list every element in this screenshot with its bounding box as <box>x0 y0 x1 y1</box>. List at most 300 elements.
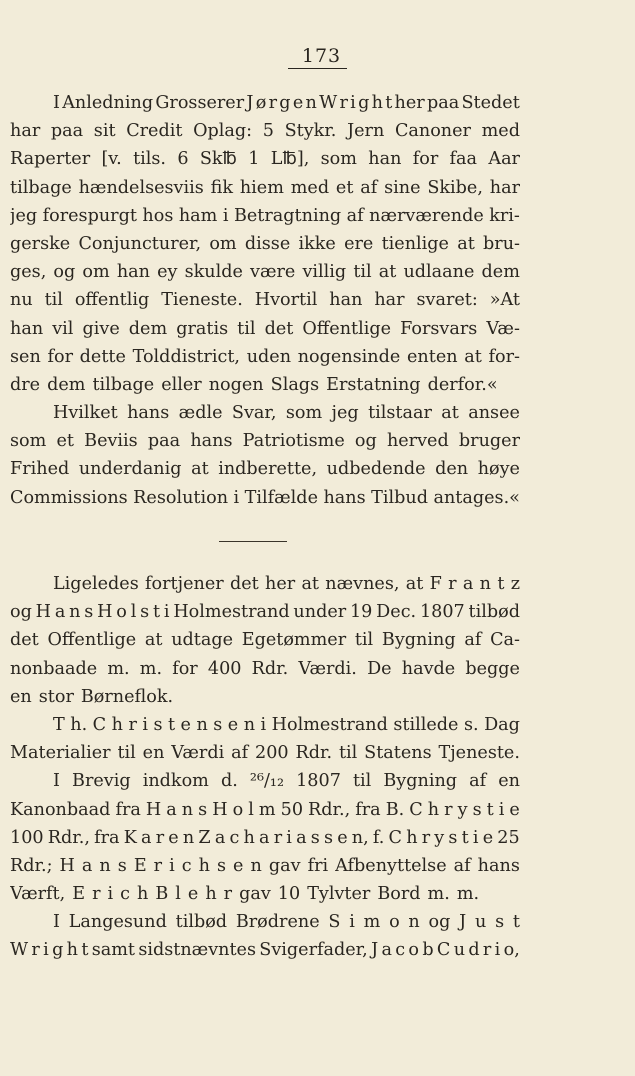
word: C <box>409 799 423 820</box>
word: at <box>191 459 209 480</box>
word: Stykr. <box>284 121 337 142</box>
word: Væ- <box>486 318 520 339</box>
word: tienlige <box>381 233 449 254</box>
word: derfor.« <box>427 374 498 395</box>
word: det <box>10 630 39 651</box>
page-number-text: 173 <box>288 44 347 69</box>
word: udtage <box>171 630 234 651</box>
word: en <box>142 743 165 764</box>
word: svaret: <box>416 290 478 311</box>
word: Z <box>198 827 211 848</box>
word: r <box>155 827 165 848</box>
word: J <box>371 940 379 961</box>
text-line <box>10 202 520 230</box>
word: herved <box>386 431 449 452</box>
word: E <box>72 884 86 905</box>
word: 5 <box>262 121 274 142</box>
word: i <box>349 912 355 933</box>
word: og <box>428 912 451 933</box>
word: o <box>389 912 400 933</box>
word: s <box>448 827 458 848</box>
word: s. <box>463 714 479 735</box>
word: f. <box>372 827 385 848</box>
word: udbedende <box>326 459 426 480</box>
word: a <box>81 855 93 876</box>
word: som <box>10 431 47 452</box>
word: ²⁶/₁₂ <box>249 771 285 792</box>
word: villig <box>302 262 347 283</box>
word: h <box>427 799 440 820</box>
word: hans <box>477 855 520 876</box>
word: t <box>81 940 89 961</box>
word: 200 <box>255 743 289 764</box>
word: »At <box>489 290 520 311</box>
word: fri <box>307 855 329 876</box>
word: s <box>198 799 208 820</box>
word: i <box>43 940 49 961</box>
text-line <box>10 739 520 767</box>
word: C <box>436 940 451 961</box>
word: n <box>181 799 194 820</box>
word: a <box>462 574 474 594</box>
word: Egetømmer <box>241 630 347 651</box>
word: tilbage <box>92 374 155 395</box>
word: Jern <box>347 121 385 142</box>
word: udlaane <box>403 262 475 283</box>
word: gav <box>268 855 301 876</box>
word: I <box>53 93 60 113</box>
word: t <box>385 93 393 113</box>
word: a <box>381 940 392 961</box>
word: h <box>136 884 149 905</box>
word: K <box>123 827 137 848</box>
word: T <box>53 714 65 735</box>
word: e <box>292 93 304 113</box>
word: J <box>246 93 254 113</box>
word: Bygning <box>383 771 458 792</box>
word: fra <box>115 799 141 820</box>
word: ansee <box>468 403 520 424</box>
word: ædle <box>178 403 223 424</box>
word: Tolddistrict, <box>132 346 240 367</box>
word: e <box>509 799 520 820</box>
word: r <box>31 940 40 961</box>
word: med <box>290 177 330 198</box>
text-line <box>10 936 520 964</box>
text-line <box>10 711 520 739</box>
word: Conjuncturer, <box>78 233 202 254</box>
word: at <box>301 574 319 594</box>
word: a <box>214 827 226 848</box>
text-line <box>10 824 520 852</box>
word: C <box>92 714 107 735</box>
word: g <box>52 940 64 961</box>
word: r <box>448 574 457 594</box>
word: m <box>363 912 381 933</box>
word: i <box>142 714 148 735</box>
word: W <box>319 93 338 113</box>
word: at <box>457 233 475 254</box>
word: Commissions <box>10 487 128 508</box>
word: L℔], <box>270 149 310 170</box>
word: han <box>10 318 44 339</box>
word: Forsvars <box>400 318 478 339</box>
word: Bord <box>377 884 421 905</box>
word: Sk℔ <box>199 149 237 170</box>
word: offentlig <box>74 290 150 311</box>
word: jeg <box>331 403 359 424</box>
word: fra <box>94 827 120 848</box>
word: 50 <box>280 799 304 820</box>
word: han <box>329 290 363 311</box>
text-line <box>10 117 520 145</box>
word: r <box>92 884 101 905</box>
word: Værdi <box>171 743 225 764</box>
word: bruger <box>458 431 520 452</box>
word: n <box>408 912 420 933</box>
word: indberette, <box>218 459 318 480</box>
word: 100 <box>10 827 44 848</box>
text-line <box>10 89 520 117</box>
word: i <box>472 827 479 848</box>
word: til <box>117 743 136 764</box>
text-line <box>10 598 520 626</box>
word: s <box>84 602 94 623</box>
word: Dec. <box>376 602 417 623</box>
word: W <box>10 940 29 961</box>
word: Grosserer <box>155 93 245 113</box>
word: tils. <box>133 149 167 170</box>
word: af <box>346 205 364 226</box>
word: og <box>354 431 377 452</box>
word: Værdi. <box>298 658 357 679</box>
word: nogensinde <box>297 346 401 367</box>
word: a <box>141 827 152 848</box>
word: Rdr. <box>295 743 333 764</box>
word: uden <box>246 346 292 367</box>
word: s <box>217 855 227 876</box>
word: gerske <box>10 233 71 254</box>
word: d <box>468 940 480 961</box>
word: et <box>335 177 354 198</box>
word: faa <box>449 149 478 170</box>
word: kri- <box>489 205 520 226</box>
word: e <box>168 827 179 848</box>
word: sit <box>93 121 116 142</box>
word: i <box>222 205 229 226</box>
word: e <box>233 855 244 876</box>
word: m. <box>456 884 480 905</box>
word: dem <box>128 318 168 339</box>
text-line <box>10 399 520 427</box>
word: hiem <box>239 177 284 198</box>
word: være <box>250 262 296 283</box>
word: n, <box>351 827 369 848</box>
word: han <box>368 149 402 170</box>
word: en <box>498 771 520 792</box>
word: l <box>175 884 181 905</box>
word: Svar, <box>231 403 277 424</box>
word: e <box>337 827 348 848</box>
word: fortjener <box>145 574 224 594</box>
word: i <box>169 855 175 876</box>
word: vil <box>52 318 74 339</box>
word: F <box>429 574 442 594</box>
word: gav <box>239 884 271 905</box>
word: s <box>213 714 223 735</box>
word: 25 <box>497 827 520 848</box>
section-divider <box>219 541 287 542</box>
word: under <box>293 602 347 623</box>
word: [v. <box>101 149 122 170</box>
word: disse <box>244 233 291 254</box>
word: De <box>367 658 392 679</box>
word: Holmestrand <box>173 602 290 623</box>
text-line <box>10 230 520 258</box>
word: det <box>229 574 259 594</box>
word: n <box>479 574 492 594</box>
word: E <box>133 855 147 876</box>
word: Kanonbaad <box>10 799 111 820</box>
word: n <box>243 714 256 735</box>
word: n <box>69 602 81 623</box>
page-number <box>0 44 635 69</box>
word: ø <box>255 93 267 113</box>
word: Svigerfader, <box>259 940 368 961</box>
word: g <box>358 93 370 113</box>
word: y <box>434 827 445 848</box>
word: Tjeneste. <box>438 743 520 764</box>
word: Stedet <box>461 93 520 113</box>
word: Offentlige <box>302 318 392 339</box>
word: hos <box>142 205 174 226</box>
text-line <box>10 908 520 936</box>
word: i <box>498 799 505 820</box>
word: Afbenyttelse <box>335 855 447 876</box>
word: jeg <box>10 205 38 226</box>
word: e <box>227 714 239 735</box>
word: Skibe, <box>427 177 483 198</box>
word: t <box>461 827 469 848</box>
word: t <box>486 799 494 820</box>
word: enten <box>407 346 458 367</box>
word: for <box>172 658 198 679</box>
word: han <box>116 262 150 283</box>
word: a <box>259 827 270 848</box>
word: at <box>441 403 459 424</box>
word: l <box>130 602 137 623</box>
word: Canoner <box>394 121 471 142</box>
word: s <box>472 799 482 820</box>
word: S <box>328 912 341 933</box>
word: at <box>405 574 424 594</box>
word: i <box>350 93 356 113</box>
word: om <box>82 262 110 283</box>
word: ere <box>344 233 374 254</box>
word: i <box>286 827 292 848</box>
word: Oplag: <box>193 121 253 142</box>
word: r <box>128 714 137 735</box>
text-line <box>10 796 520 824</box>
word: s <box>117 855 127 876</box>
word: l <box>248 799 254 820</box>
word: i <box>233 487 240 508</box>
word: h <box>198 855 210 876</box>
word: stillede <box>393 714 459 735</box>
contributions-paragraphs <box>10 570 520 965</box>
text-line <box>10 570 520 598</box>
word: til <box>352 771 372 792</box>
word: o <box>116 602 127 623</box>
word: 1 <box>248 149 260 170</box>
word: C <box>388 827 403 848</box>
word: a <box>54 602 66 623</box>
word: d. <box>220 771 238 792</box>
word: af <box>360 177 378 198</box>
word: om <box>209 233 237 254</box>
word: høye <box>477 459 520 480</box>
word: o, <box>503 940 520 961</box>
word: Børneflok. <box>80 686 174 707</box>
word: m. <box>107 658 130 679</box>
word: b <box>422 940 434 961</box>
word: J <box>459 912 467 933</box>
word: a <box>166 799 177 820</box>
word: 19 <box>349 602 373 623</box>
word: r <box>339 93 348 113</box>
word: s <box>140 602 150 623</box>
word: u <box>453 940 466 961</box>
word: tilbød <box>468 602 520 623</box>
word: nonbaade <box>10 658 98 679</box>
word: og <box>10 602 32 623</box>
word: h <box>371 93 383 113</box>
word: Raperter <box>10 149 91 170</box>
word: sidstnævntes <box>138 940 256 961</box>
word: har <box>489 177 520 198</box>
word: hændelsesviis <box>78 177 204 198</box>
word: h <box>111 714 123 735</box>
word: paa <box>50 121 84 142</box>
word: til <box>338 743 358 764</box>
word: H <box>35 602 52 623</box>
word: hans <box>127 403 170 424</box>
word: 400 <box>207 658 242 679</box>
word: Tylvter <box>307 884 371 905</box>
text-line <box>10 343 520 371</box>
word: begge <box>465 658 520 679</box>
word: e <box>187 884 199 905</box>
word: s <box>323 827 334 848</box>
word: af <box>453 855 471 876</box>
word: Ca- <box>490 630 520 651</box>
text-line <box>10 484 520 512</box>
word: stor <box>38 686 74 707</box>
word: til <box>354 630 374 651</box>
word: tilbød <box>175 912 228 933</box>
word: Brødrene <box>235 912 320 933</box>
word: Statens <box>364 743 432 764</box>
text-line <box>10 315 520 343</box>
word: z <box>510 574 520 594</box>
word: bru- <box>483 233 520 254</box>
word: ges, <box>10 262 47 283</box>
word: c <box>395 940 406 961</box>
word: dette <box>79 346 126 367</box>
word: af <box>469 771 487 792</box>
word: c <box>181 855 192 876</box>
word: gratis <box>176 318 229 339</box>
word: n <box>182 827 195 848</box>
word: dem <box>481 262 520 283</box>
word: t <box>167 714 176 735</box>
word: t <box>497 574 505 594</box>
word: forespurgt <box>42 205 137 226</box>
word: t <box>153 602 161 623</box>
word: af <box>464 630 482 651</box>
word: Slags <box>270 374 320 395</box>
word: I <box>53 771 60 792</box>
word: Anledning <box>62 93 154 113</box>
word: for <box>47 346 73 367</box>
word: n <box>305 93 317 113</box>
word: tilstaar <box>368 403 432 424</box>
word: s <box>495 912 505 933</box>
word: Rdr. <box>251 658 289 679</box>
text-line <box>10 455 520 483</box>
word: ham <box>178 205 218 226</box>
word: o <box>232 799 244 820</box>
word: c <box>120 884 130 905</box>
word: e <box>180 714 191 735</box>
word: I <box>53 912 60 933</box>
word: nævnes, <box>325 574 400 594</box>
word: h <box>205 884 217 905</box>
text-line <box>10 767 520 795</box>
word: 6 <box>177 149 189 170</box>
text-line <box>10 145 520 173</box>
word: samt <box>91 940 135 961</box>
word: Materialier <box>10 743 111 764</box>
word: ikke <box>298 233 336 254</box>
word: h <box>66 940 79 961</box>
word: Frihed <box>10 459 70 480</box>
word: h. <box>70 714 88 735</box>
word: B. <box>385 799 405 820</box>
word: dem <box>47 374 86 395</box>
word: H <box>145 799 162 820</box>
word: fik <box>210 177 234 198</box>
word: med <box>481 121 520 142</box>
word: for- <box>488 346 520 367</box>
word: r <box>223 884 233 905</box>
word: m. <box>427 884 450 905</box>
word: det <box>264 318 294 339</box>
word: den <box>435 459 469 480</box>
word: som <box>320 149 357 170</box>
word: her <box>394 93 425 113</box>
word: paa <box>147 431 181 452</box>
word: y <box>457 799 468 820</box>
letter-paragraphs <box>10 89 520 512</box>
word: Ligeledes <box>53 574 139 594</box>
word: Tilbud <box>371 487 428 508</box>
text-line <box>10 371 520 399</box>
word: Tilfælde <box>244 487 318 508</box>
text-line <box>10 258 520 286</box>
word: s <box>153 714 163 735</box>
word: Langesund <box>68 912 167 933</box>
